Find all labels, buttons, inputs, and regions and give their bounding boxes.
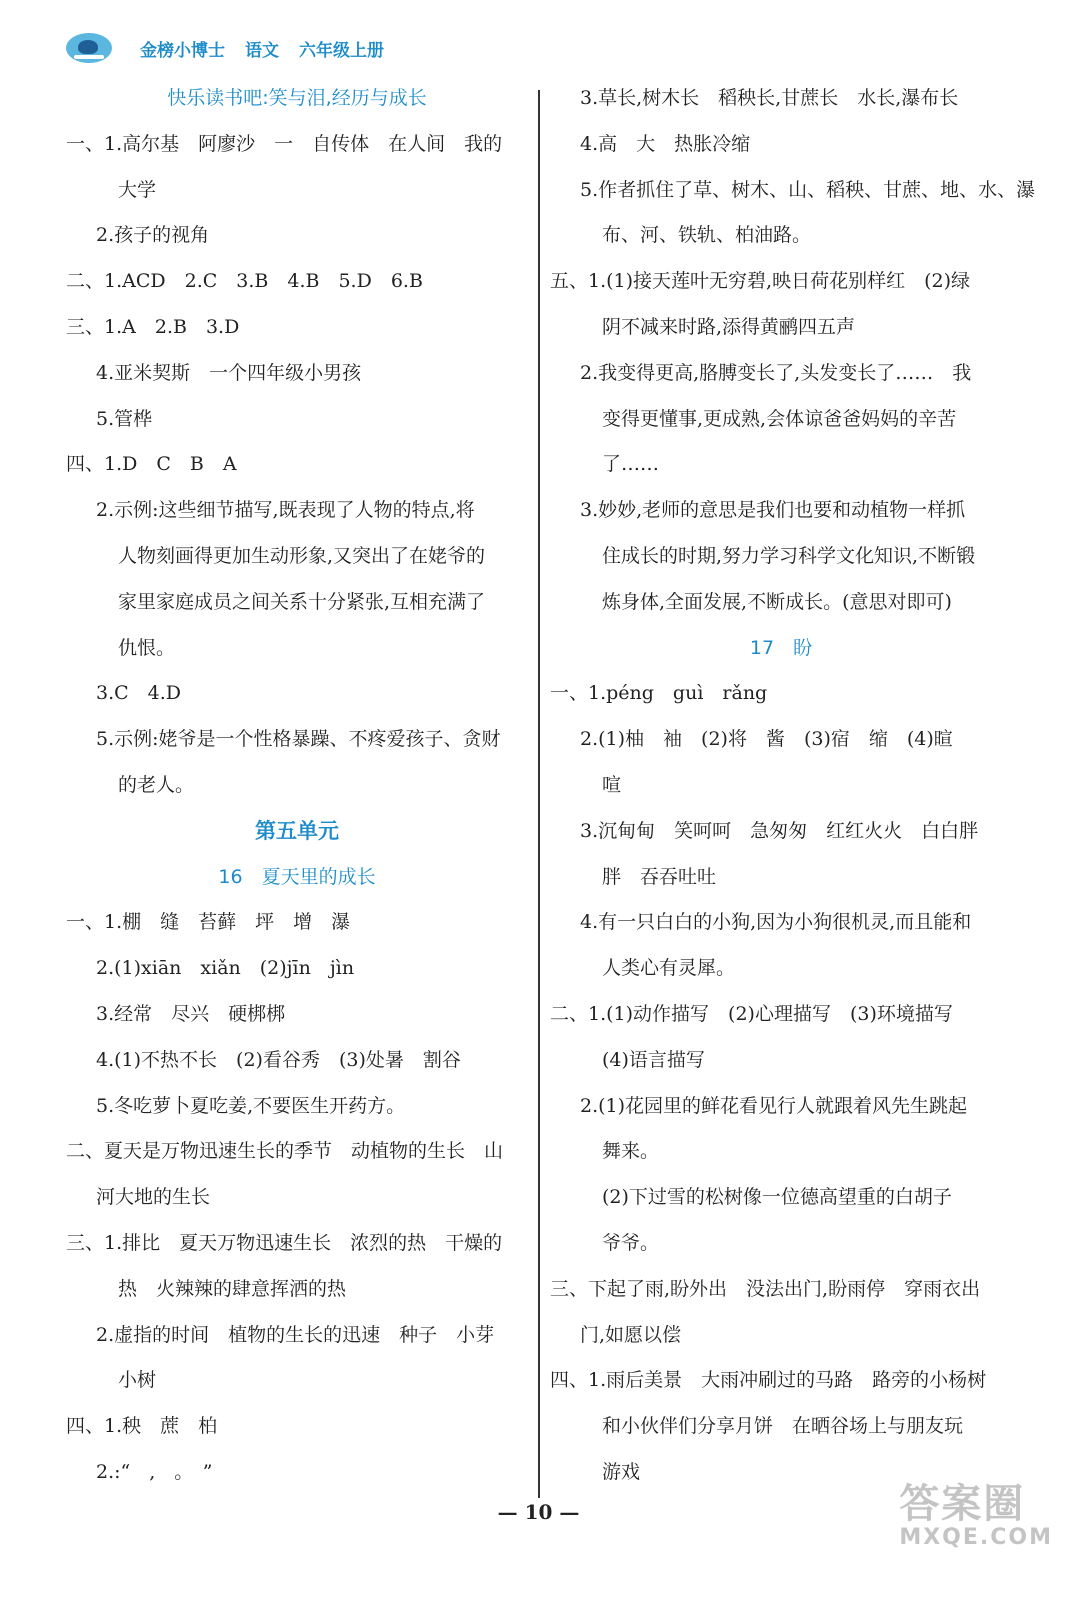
answer-line: 家里家庭成员之间关系十分紧张,互相充满了 <box>118 590 486 613</box>
answer-line: 2.孩子的视角 <box>96 224 210 247</box>
answer-line: 3.草长,树木长 稻秧长,甘蔗长 水长,瀑布长 <box>580 87 959 109</box>
answer-line: 阴不减来时路,添得黄鹂四五声 <box>602 316 856 338</box>
answer-line: 热 火辣辣的肆意挥洒的热 <box>118 1277 347 1300</box>
answer-line: 3.经常 尽兴 硬梆梆 <box>96 1003 286 1025</box>
question-line: 四、1.雨后美景 大雨冲刷过的马路 路旁的小杨树 <box>550 1369 987 1392</box>
answer-line: 舞来。 <box>602 1140 660 1163</box>
answer-line: 4.有一只白白的小狗,因为小狗很机灵,而且能和 <box>580 911 972 934</box>
answer-line: 人类心有灵犀。 <box>602 957 736 980</box>
question-line: 四、1.秧 蔗 柏 <box>66 1415 218 1438</box>
answer-line: 河大地的生长 <box>96 1186 211 1209</box>
watermark-url: MXQE.COM <box>899 1525 1053 1550</box>
answer-line: 5.管桦 <box>96 407 153 430</box>
watermark <box>899 1482 1053 1550</box>
answer-line: 5.作者抓住了草、树木、山、稻秧、甘蔗、地、水、瀑 <box>580 178 1036 201</box>
answer-line: 人物刻画得更加生动形象,又突出了在姥爷的 <box>118 545 486 567</box>
answer-line: 2.(1)xiān xiǎn (2)jīn jìn <box>96 957 355 980</box>
answer-line: 炼身体,全面发展,不断成长。(意思对即可) <box>602 590 952 613</box>
answer-line: (2)下过雪的松树像一位德高望重的白胡子 <box>602 1186 952 1209</box>
section-title: 17 盼 <box>749 636 813 659</box>
unit-title: 第五单元 <box>255 818 339 843</box>
question-line: 三、1.排比 夏天万物迅速生长 浓烈的热 干燥的 <box>66 1232 503 1254</box>
question-line: 四、1.D C B A <box>66 453 237 476</box>
answer-line: 爷爷。 <box>602 1232 660 1254</box>
page-header <box>66 28 404 68</box>
answer-line: 4.(1)不热不长 (2)看谷秀 (3)处暑 割谷 <box>96 1048 461 1071</box>
answer-line: 游戏 <box>602 1461 641 1483</box>
question-line: 三、1.A 2.B 3.D <box>66 316 240 338</box>
question-line: 二、1.ACD 2.C 3.B 4.B 5.D 6.B <box>66 270 423 293</box>
answer-line: 2.示例:这些细节描写,既表现了人物的特点,将 <box>96 499 475 522</box>
section-title: 快乐读书吧:笑与泪,经历与成长 <box>167 87 427 109</box>
answer-line: 了…… <box>602 453 660 476</box>
grade-label: 六年级上册 <box>299 40 384 61</box>
answer-line: 2.虚指的时间 植物的生长的迅速 种子 小芽 <box>96 1323 495 1346</box>
question-line: 二、夏天是万物迅速生长的季节 动植物的生长 山 <box>66 1140 504 1163</box>
answer-line: 5.冬吃萝卜夏吃姜,不要医生开药方。 <box>96 1094 406 1117</box>
answer-line: 3.妙妙,老师的意思是我们也要和动植物一样抓 <box>580 499 966 522</box>
question-line: 一、1.péng guì rǎng <box>550 682 768 705</box>
answer-line: 2.:“ , 。 ” <box>96 1461 213 1483</box>
question-line: 五、1.(1)接天莲叶无穷碧,映日荷花别样红 (2)绿 <box>550 270 970 293</box>
section-title: 16 夏天里的成长 <box>218 865 376 888</box>
answer-line: 喧 <box>602 774 622 796</box>
answer-line: 2.(1)柚 袖 (2)将 酱 (3)宿 缩 (4)暄 <box>580 728 953 751</box>
answer-line: 住成长的时期,努力学习科学文化知识,不断锻 <box>602 545 976 567</box>
answer-line: 布、河、铁轨、柏油路。 <box>602 224 812 247</box>
answer-line: 5.示例:姥爷是一个性格暴躁、不疼爱孩子、贪财 <box>96 728 501 751</box>
answer-line: 3.C 4.D <box>96 682 182 705</box>
answer-line: 大学 <box>118 178 157 201</box>
question-line: 三、下起了雨,盼外出 没法出门,盼雨停 穿雨衣出 <box>550 1277 981 1300</box>
column-divider <box>538 90 540 1498</box>
answer-line: 4.亚米契斯 一个四年级小男孩 <box>96 361 362 384</box>
answer-line: 小树 <box>118 1369 157 1392</box>
watermark-text: 答案圈 <box>899 1481 1026 1527</box>
answer-line: 2.我变得更高,胳膊变长了,头发变长了…… 我 <box>580 361 972 384</box>
answer-line: (4)语言描写 <box>602 1048 705 1071</box>
answer-line: 的老人。 <box>118 774 195 796</box>
answer-line: 和小伙伴们分享月饼 在晒谷场上与朋友玩 <box>602 1415 964 1438</box>
answer-line: 3.沉甸甸 笑呵呵 急匆匆 红红火火 白白胖 <box>580 819 979 842</box>
answer-line: 门,如愿以偿 <box>580 1323 682 1346</box>
question-line: 一、1.高尔基 阿廖沙 一 自传体 在人间 我的 <box>66 132 503 155</box>
question-line: 一、1.棚 缝 苔藓 坪 增 瀑 <box>66 911 351 934</box>
answer-line: 仇恨。 <box>118 636 176 659</box>
page-number: — 10 — <box>497 1500 580 1524</box>
answer-line: 胖 吞吞吐吐 <box>602 865 717 888</box>
subject-label: 语文 <box>245 40 279 61</box>
answer-line: 变得更懂事,更成熟,会体谅爸爸妈妈的辛苦 <box>602 407 957 430</box>
answer-line: 4.高 大 热胀冷缩 <box>580 132 751 155</box>
answer-line: 2.(1)花园里的鲜花看见行人就跟着风先生跳起 <box>580 1094 968 1117</box>
question-line: 二、1.(1)动作描写 (2)心理描写 (3)环境描写 <box>550 1003 953 1025</box>
series-title: 金榜小博士 <box>140 40 225 61</box>
book-logo-icon <box>66 33 112 63</box>
